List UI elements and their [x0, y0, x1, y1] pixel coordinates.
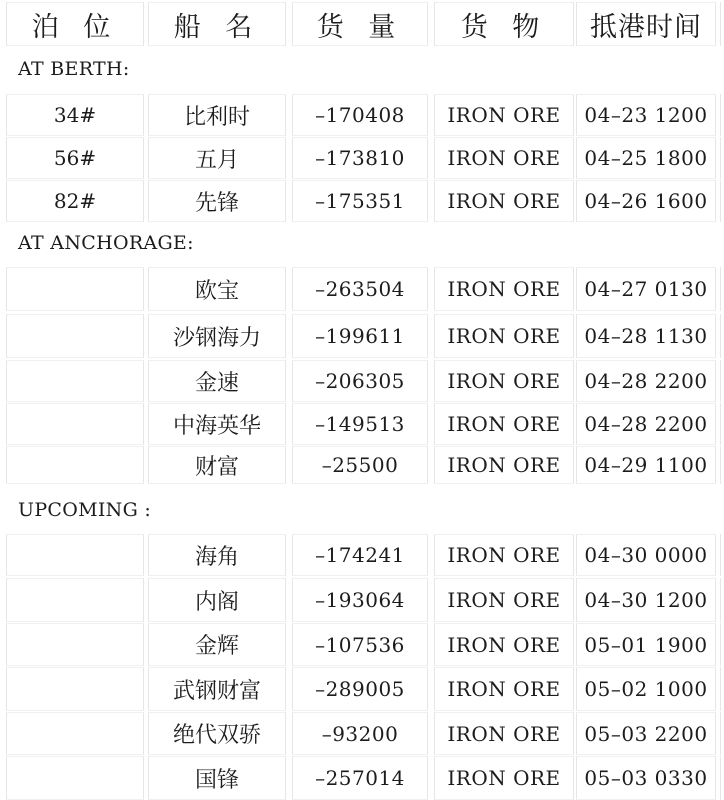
eta-cell: 04–29 1100: [576, 446, 716, 484]
berth-cell: [6, 446, 144, 484]
ship-name-cell: 金辉: [148, 623, 286, 666]
table-right-edge: [720, 267, 724, 311]
header-berth: 泊 位: [6, 2, 144, 46]
cargo-cell: IRON ORE: [434, 446, 574, 484]
cargo-cell: IRON ORE: [434, 314, 574, 358]
table-right-edge: [720, 667, 724, 711]
berth-cell: [6, 360, 144, 402]
berth-cell: 34#: [6, 94, 144, 136]
cargo-cell: IRON ORE: [434, 667, 574, 711]
table-right-edge: [720, 446, 724, 484]
table-row: [0, 712, 724, 755]
table-right-edge: [720, 360, 724, 402]
quantity-cell: –107536: [292, 623, 428, 666]
table-right-edge: [720, 712, 724, 755]
eta-cell: 05–03 0330: [576, 756, 716, 800]
quantity-cell: –257014: [292, 756, 428, 800]
table-right-edge: [720, 180, 724, 222]
eta-cell: 05–03 2200: [576, 712, 716, 755]
table-right-edge: [720, 94, 724, 136]
ship-name-cell: 金速: [148, 360, 286, 402]
cargo-cell: IRON ORE: [434, 578, 574, 622]
ship-name-cell: 武钢财富: [148, 667, 286, 711]
eta-cell: 04–28 2200: [576, 403, 716, 445]
table-right-edge: [720, 534, 724, 576]
quantity-cell: –25500: [292, 446, 428, 484]
berth-cell: [6, 578, 144, 622]
quantity-cell: –175351: [292, 180, 428, 222]
table-right-edge: [720, 403, 724, 445]
cargo-cell: IRON ORE: [434, 180, 574, 222]
section-title-upcoming: UPCOMING :: [18, 499, 152, 521]
berth-cell: [6, 403, 144, 445]
cargo-cell: IRON ORE: [434, 94, 574, 136]
table-row: [0, 578, 724, 622]
table-row: [0, 756, 724, 800]
cargo-cell: IRON ORE: [434, 360, 574, 402]
table-right-edge: [720, 623, 724, 666]
eta-cell: 04–26 1600: [576, 180, 716, 222]
quantity-cell: –174241: [292, 534, 428, 576]
ship-name-cell: 国锋: [148, 756, 286, 800]
quantity-cell: –170408: [292, 94, 428, 136]
berth-cell: 82#: [6, 180, 144, 222]
eta-cell: 04–30 1200: [576, 578, 716, 622]
berth-cell: [6, 314, 144, 358]
table-right-edge: [720, 137, 724, 179]
quantity-cell: –93200: [292, 712, 428, 755]
cargo-cell: IRON ORE: [434, 756, 574, 800]
cargo-cell: IRON ORE: [434, 137, 574, 179]
header-cargo: 货 物: [434, 2, 574, 46]
table-right-edge: [720, 314, 724, 358]
eta-cell: 04–23 1200: [576, 94, 716, 136]
ship-name-cell: 内阁: [148, 578, 286, 622]
berth-cell: [6, 267, 144, 311]
eta-cell: 05–02 1000: [576, 667, 716, 711]
cargo-cell: IRON ORE: [434, 534, 574, 576]
berth-cell: [6, 756, 144, 800]
berth-cell: [6, 667, 144, 711]
table-right-edge: [720, 578, 724, 622]
table-row: [0, 403, 724, 445]
ship-name-cell: 比利时: [148, 94, 286, 136]
cargo-cell: IRON ORE: [434, 403, 574, 445]
eta-cell: 04–28 2200: [576, 360, 716, 402]
quantity-cell: –263504: [292, 267, 428, 311]
table-row: [0, 137, 724, 179]
ship-name-cell: 先锋: [148, 180, 286, 222]
table-row: [0, 180, 724, 222]
table-header-row: [0, 2, 724, 46]
table-right-edge: [720, 2, 724, 46]
eta-cell: 05–01 1900: [576, 623, 716, 666]
ship-name-cell: 五月: [148, 137, 286, 179]
quantity-cell: –206305: [292, 360, 428, 402]
eta-cell: 04–30 0000: [576, 534, 716, 576]
table-row: [0, 267, 724, 311]
eta-cell: 04–27 0130: [576, 267, 716, 311]
table-row: [0, 667, 724, 711]
table-row: [0, 314, 724, 358]
eta-cell: 04–28 1130: [576, 314, 716, 358]
header-eta: 抵港时间: [576, 2, 716, 46]
quantity-cell: –173810: [292, 137, 428, 179]
ship-name-cell: 绝代双骄: [148, 712, 286, 755]
cargo-cell: IRON ORE: [434, 712, 574, 755]
quantity-cell: –193064: [292, 578, 428, 622]
ship-name-cell: 财富: [148, 446, 286, 484]
table-row: [0, 360, 724, 402]
ship-name-cell: 中海英华: [148, 403, 286, 445]
table-right-edge: [720, 756, 724, 800]
cargo-cell: IRON ORE: [434, 623, 574, 666]
quantity-cell: –149513: [292, 403, 428, 445]
berth-cell: [6, 623, 144, 666]
table-row: [0, 94, 724, 136]
berth-cell: 56#: [6, 137, 144, 179]
cargo-cell: IRON ORE: [434, 267, 574, 311]
eta-cell: 04–25 1800: [576, 137, 716, 179]
ship-name-cell: 沙钢海力: [148, 314, 286, 358]
berth-cell: [6, 712, 144, 755]
header-ship-name: 船 名: [148, 2, 286, 46]
berth-cell: [6, 534, 144, 576]
ship-name-cell: 欧宝: [148, 267, 286, 311]
table-row: [0, 534, 724, 576]
quantity-cell: –199611: [292, 314, 428, 358]
section-title-at-anchorage: AT ANCHORAGE:: [18, 232, 194, 254]
quantity-cell: –289005: [292, 667, 428, 711]
table-row: [0, 623, 724, 666]
header-quantity: 货 量: [292, 2, 428, 46]
section-title-at-berth: AT BERTH:: [18, 58, 130, 80]
table-row: [0, 446, 724, 484]
ship-name-cell: 海角: [148, 534, 286, 576]
